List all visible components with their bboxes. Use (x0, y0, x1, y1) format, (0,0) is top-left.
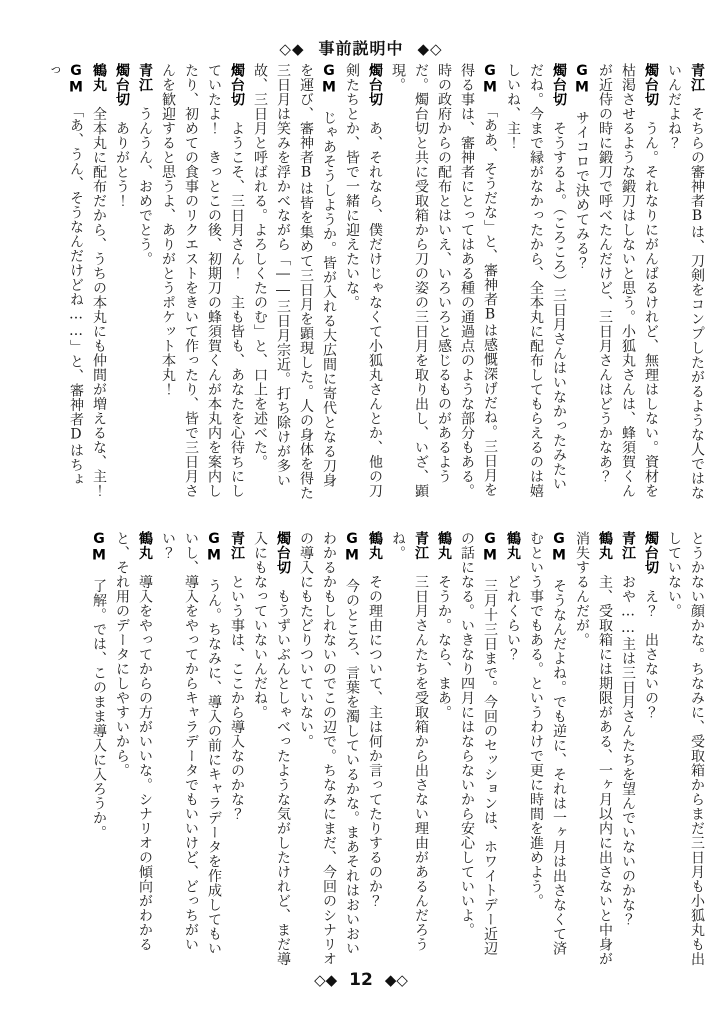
speaker-label: GM (91, 531, 107, 564)
speaker-label: 鶴丸 (367, 531, 383, 560)
dialogue-paragraph (363, 531, 386, 968)
dialogue-paragraph (639, 531, 662, 968)
dialogue-text: あ、それなら、僕だけじゃなくて小狐丸さんとか、他の刀剣たちとか、皆で一緒に迎えたいな。 (344, 63, 383, 498)
dialogue-paragraph (248, 531, 294, 968)
dialogue-paragraph (432, 531, 455, 968)
speaker-label: 燭台切 (275, 531, 291, 575)
speaker-label: 燭台切 (643, 531, 659, 575)
speaker-label: 燭台切 (551, 63, 567, 107)
dialogue-paragraph (87, 63, 110, 500)
dialogue-text: ありがとう！ (114, 121, 130, 208)
speaker-label: GM (574, 63, 590, 96)
dialogue-paragraph (133, 63, 156, 500)
speaker-label: GM (68, 63, 84, 96)
dialogue-paragraph (156, 531, 225, 968)
dialogue-paragraph (524, 531, 570, 968)
page-footer (0, 970, 722, 990)
speaker-label: GM (551, 531, 567, 564)
dialogue-text: そうするよ。（ころころ）三日月さんはいなかったみたいだね。今まで縁がなかったから、全本丸に配布してもらえるのは嬉しいね、主！ (505, 63, 567, 498)
speaker-label: 燭台切 (114, 63, 130, 107)
dialogue-paragraph (501, 531, 524, 968)
dialogue-block-bottom (87, 531, 708, 968)
dialogue-paragraph (386, 531, 432, 968)
dialogue-paragraph (248, 63, 340, 500)
dialogue-text: 導入をやってからの方がいいな。シナリオの傾向がわかると、それ用のデータにしやすいから。 (114, 531, 153, 952)
speaker-label: 燭台切 (367, 63, 383, 107)
dialogue-text: 三日月さんたちを受取箱から出さない理由があるんだろうね。 (390, 531, 429, 952)
dialogue-text: うん。ちなみに、導入の前にキャラデータを作成してもいいし、導入をやってからキャラデータでもいいけど、どっちがいい？ (160, 531, 222, 956)
dialogue-paragraph (110, 531, 156, 968)
dialogue-paragraph (340, 63, 386, 500)
dialogue-paragraph (110, 63, 133, 500)
dialogue-text: 了解。では、このまま導入に入ろうか。 (91, 578, 107, 840)
dialogue-text: という事は、ここから導入なのかな？ (229, 574, 245, 821)
footer-ornament-right: ◆◇ (384, 971, 408, 989)
dialogue-text: 三月十三日まで。今回のセッションは、ホワイトデー近辺の話になる。いきなり四月にはならないから安心していいよ。 (459, 531, 498, 956)
dialogue-text: 「あ、うん、そうなんだけどね……」と、審神者Dはちょっ (45, 63, 84, 487)
dialogue-text: そちらの審神者Bは、刀剣をコンプしたがるような人ではないんだよね？ (666, 63, 705, 500)
dialogue-text: じゃあそうしようか。皆が入れる大広間に寄代となる刀身を運び、審神者Bは皆を集めて三日月を顕現した。人の身体を得た三日月は笑みを浮かべながら「――三日月宗近。打ち除けが多い故、三日月と呼ばれる。よろしくたのむ」と、口上を述べた。 (252, 63, 337, 500)
dialogue-paragraph (662, 63, 708, 500)
dialogue-paragraph (455, 531, 501, 968)
speaker-label: GM (321, 63, 337, 96)
speaker-label: 青江 (689, 63, 705, 92)
dialogue-paragraph (593, 63, 662, 500)
speaker-label: GM (344, 531, 360, 564)
dialogue-text: ようこそ、三日月さん！ 主も皆も、あなたを心待ちにしていたよ！ きっとこの後、初期刀の蜂須賀くんが本丸内を案内したり、初めての食事のリクエストをきいて作ったり、皆で三日月さんを歓迎すると思うよ、ありがとうポケット本丸！ (160, 63, 245, 498)
dialogue-text: そうなんだよね。でも逆に、それは一ヶ月は出さなくて済むという事でもある。というわけで更に時間を進めよう。 (528, 531, 567, 956)
dialogue-text: 主、受取箱には期限がある、一ヶ月以内に出さないと中身が消失するんだが。 (574, 531, 613, 966)
page-number: 12 (349, 970, 373, 990)
dialogue-text: サイコロで決めてみる？ (574, 110, 590, 270)
dialogue-text: 「ああ、そうだな」と、審神者Bは感慨深げだね。三日月を得る事は、審神者にとってはある種の通過点のような部分もある。時の政府からの配布とはいえ、いろいろと感じるものがあるようだ。燭台切と共に受取箱から刀の姿の三日月を取り出し、いざ、顕現。 (390, 63, 498, 498)
section-title: 事前説明中 (318, 39, 404, 58)
dialogue-text: とうかない顔かな。ちなみに、受取箱からまだ三日月も小狐丸も出していない。 (666, 531, 705, 966)
dialogue-paragraph (662, 531, 708, 968)
dialogue-text: おや……主は三日月さんたちを望んでいないのかな？ (620, 574, 636, 927)
speaker-label: GM (206, 531, 222, 564)
speaker-label: 鶴丸 (137, 531, 153, 560)
header-ornament-left: ◇◆ (279, 40, 305, 58)
speaker-label: 青江 (229, 531, 245, 560)
dialogue-text: その理由について、主は何か言ってたりするのか？ (367, 574, 383, 908)
dialogue-text: もうずいぶんとしゃべったような気がしたけれど、まだ導入にもなっていないんだね。 (252, 531, 291, 966)
dialogue-paragraph (41, 63, 87, 500)
speaker-label: 青江 (137, 63, 153, 92)
speaker-label: 燭台切 (229, 63, 245, 107)
speaker-label: 青江 (413, 531, 429, 560)
speaker-label: GM (482, 63, 498, 96)
dialogue-text: そうか。なら、まあ。 (436, 574, 452, 720)
speaker-label: 鶴丸 (436, 531, 452, 560)
dialogue-paragraph (156, 63, 248, 500)
speaker-label: 鶴丸 (91, 63, 107, 92)
speaker-label: 鶴丸 (597, 531, 613, 560)
speaker-label: 鶴丸 (505, 531, 521, 560)
dialogue-text: 今のところ、言葉を濁しているかな。まあそれはおいおいわかるかもしれないのでこの辺で。ちなみにまだ、今回のシナリオの導入にもたどりついていない。 (298, 531, 360, 966)
dialogue-paragraph (386, 63, 501, 500)
dialogue-text: 全本丸に配布だから、うちの本丸にも仲間が増えるな、主！ (91, 106, 107, 498)
dialogue-text: どれくらい？ (505, 574, 521, 662)
speaker-label: 青江 (620, 531, 636, 560)
dialogue-text: うん。それなりにがんばるけれど、無理はしない。資材を枯渇させるような鍛刀はしないと思う。小狐丸さんは、蜂須賀くんが近侍の時に鍛刀で呼べたんだけど、三日月さんはどうかなあ？ (597, 63, 659, 498)
dialogue-paragraph (570, 531, 616, 968)
dialogue-text: うんうん、おめでとう。 (137, 106, 153, 266)
dialogue-paragraph (616, 531, 639, 968)
footer-ornament-left: ◇◆ (314, 971, 338, 989)
speaker-label: 燭台切 (643, 63, 659, 107)
dialogue-paragraph (570, 63, 593, 500)
header-ornament-right: ◆◇ (417, 40, 443, 58)
dialogue-block-top (41, 63, 708, 500)
dialogue-paragraph (501, 63, 570, 500)
speaker-label: GM (482, 531, 498, 564)
dialogue-text: え？ 出さないの？ (643, 589, 659, 720)
dialogue-paragraph (87, 531, 110, 968)
dialogue-paragraph (294, 531, 363, 968)
dialogue-paragraph (225, 531, 248, 968)
section-header (0, 36, 722, 59)
